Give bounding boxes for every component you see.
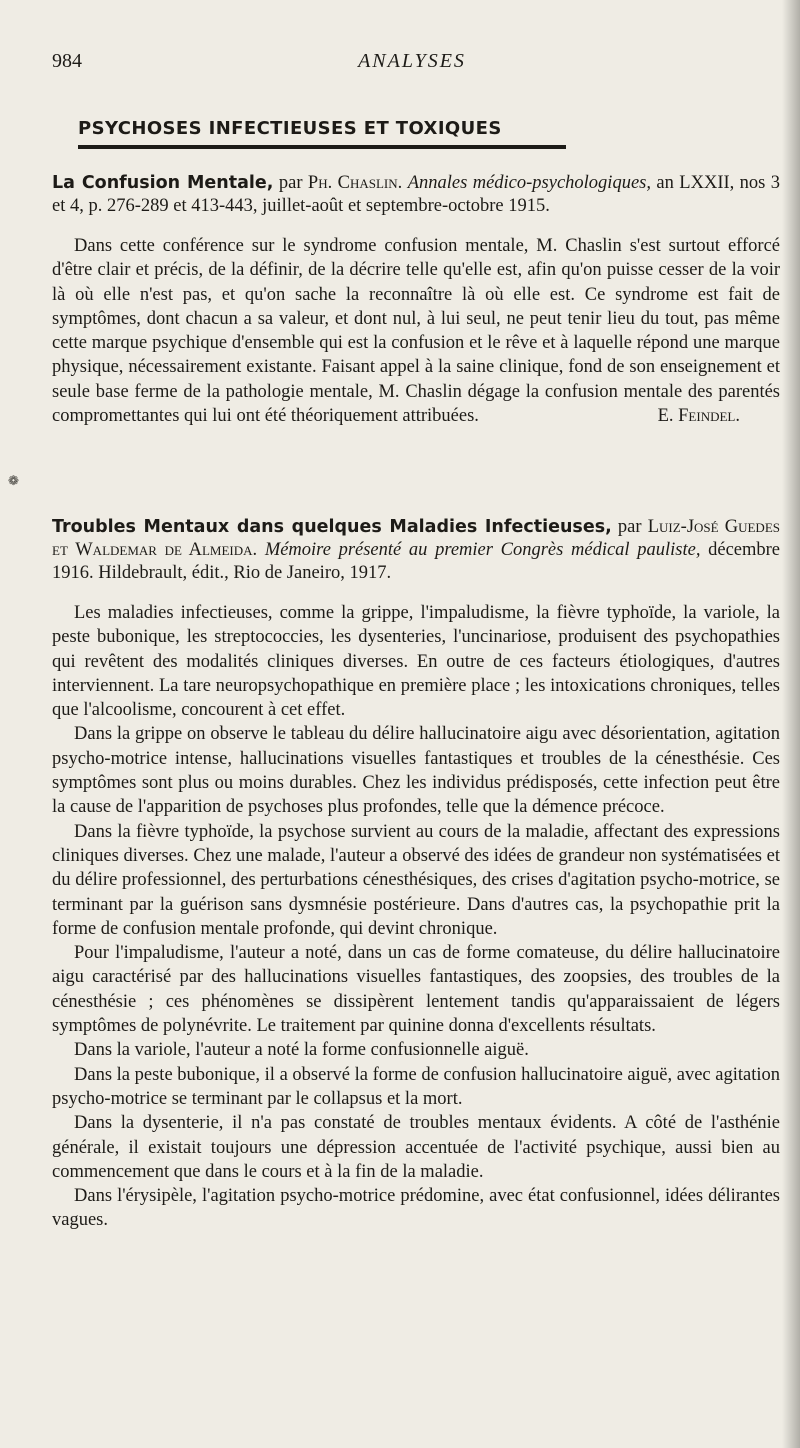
- article-troubles-mentaux: [52, 516, 780, 1233]
- body-paragraph: Dans la variole, l'auteur a noté la forme confusionnelle aiguë.: [74, 1040, 529, 1061]
- article-journal: Annales médico-psychologiques,: [407, 173, 651, 193]
- body-paragraph: Dans l'érysipèle, l'agitation psycho-motrice prédomine, avec état confusionnel, idées délirantes vagues.: [52, 1186, 780, 1231]
- article-details: décembre 1916. Hildebrault, édit., Rio de Janeiro, 1917.: [52, 540, 781, 583]
- article-title: La Confusion Mentale,: [52, 173, 274, 193]
- article-body: [52, 234, 780, 428]
- body-paragraph: Dans la peste bubonique, il a observé la forme de confusion hallucinatoire aiguë, avec agitation psycho-motrice se terminant par le collapsus et la mort.: [52, 1064, 780, 1109]
- body-paragraph: Dans la grippe on observe le tableau du délire hallucinatoire aigu avec désorientation, agitation psycho-motrice intense, hallucinations visuelles fantastiques et troubles de la cénesthésie. Ces symptômes sont plus ou moins durables. Chez les individus prédisposés, cette infection peut être la cause de l'apparition de psychoses plus profondes, telle que la démence précoce.: [52, 724, 780, 818]
- body-paragraph: Dans la dysenterie, il n'a pas constaté de troubles mentaux évidents. A côté de l'asthénie générale, il existait toujours une dépression accentuée de l'activité psychique, aussi bien au commencement que dans le cours et à la fin de la maladie.: [52, 1113, 780, 1182]
- article-citation: [52, 516, 780, 585]
- running-title: ANALYSES: [358, 50, 466, 72]
- body-paragraph: Dans la fièvre typhoïde, la psychose survient au cours de la maladie, affectant des expressions cliniques diverses. Chez une malade, l'auteur a observé des idées de grandeur non systématisées et du délire professionnel, des perturbations cénesthésiques, des crises d'agitation psycho-motrice, se terminant par la guérison sans dysmnésie postérieure. Dans d'autres cas, la psychopathie prit la forme de confusion mentale profonde, qui devint chronique.: [52, 821, 780, 939]
- page-header: [52, 50, 772, 76]
- page-number: 984: [52, 50, 82, 72]
- article-author: Ph. Chaslin.: [307, 173, 403, 193]
- article-details: an LXXII, nos 3 et 4, p. 276-289 et 413-443, juillet-août et septembre-octobre 1915.: [52, 173, 781, 216]
- article-by: par: [617, 517, 642, 537]
- article-confusion-mentale: [52, 172, 780, 428]
- article-signature: E. Feindel.: [657, 406, 740, 427]
- article-citation: [52, 172, 780, 218]
- article-title: Troubles Mentaux dans quelques Maladies Infectieuses,: [52, 517, 612, 537]
- body-paragraph: Pour l'impaludisme, l'auteur a noté, dans un cas de forme comateuse, du délire hallucinatoire aigu caractérisé par des hallucinations visuelles fantastiques, des zoopsies, des troubles de la cénesthésie ; ces phénomènes se dissipèrent lentement tandis qu'apparaissaient de légers symptômes de polynévrite. Le traitement par quinine donna d'excellents résultats.: [52, 943, 780, 1037]
- section-heading: PSYCHOSES INFECTIEUSES ET TOXIQUES: [78, 118, 502, 139]
- section-rule: [78, 145, 566, 149]
- article-body-text: Dans cette conférence sur le syndrome confusion mentale, M. Chaslin s'est surtout efforcé d'être clair et précis, de la définir, de la décrire telle qu'elle est, afin qu'on puisse cesser de la voir là où elle n'est pas, et qu'on sache la reconnaître là où elle est. Ce syndrome est fait de symptômes, dont chacun a sa valeur, et dont nul, à lui seul, ne peut tenir lieu du tout, pas même cette marque psychique d'ensemble qui est la confusion et le rêve et à laquelle répond une marque physique, nécessairement existante. Faisant appel à la saine clinique, fond de son enseignement et seule base ferme de la pathologie mentale, M. Chaslin dégage la confusion mentale des parentés compromettantes qui lui ont été théoriquement attribuées.: [52, 236, 780, 427]
- article-authors: Luiz-José Guedes et Waldemar de Almeida.: [52, 517, 780, 560]
- article-by: par: [278, 173, 303, 193]
- body-paragraph: Les maladies infectieuses, comme la grippe, l'impaludisme, la fièvre typhoïde, la variole, la peste bubonique, les streptococcies, les dysenteries, l'uncinariose, produisent des psychopathies qui revêtent des modalités cliniques diverses. En outre de ces facteurs étiologiques, d'autres interviennent. La tare neuropsychopathique en première place ; les intoxications chroniques, telles que l'alcoolisme, concourent à cet effet.: [52, 603, 780, 721]
- page-edge-shadow: [782, 0, 800, 1448]
- article-memoir: Mémoire présenté au premier Congrès médical pauliste,: [264, 540, 701, 560]
- margin-bullet-icon: ❁: [8, 474, 19, 489]
